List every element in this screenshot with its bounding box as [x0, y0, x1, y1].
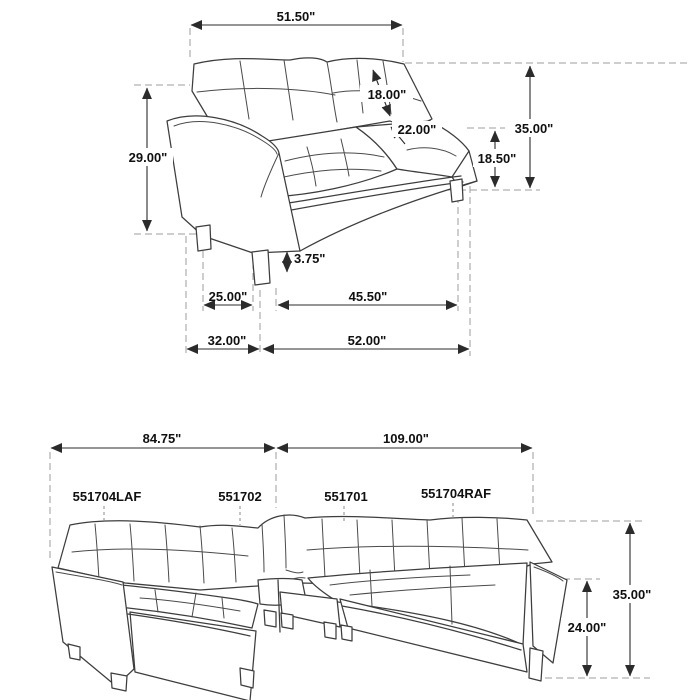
dim-seat-height: [473, 131, 520, 187]
dim-leg-height-label: 3.75": [294, 251, 326, 266]
top-diagram: [122, 9, 690, 356]
dim-overall-height: [507, 66, 561, 188]
dim-back-height: [122, 88, 173, 231]
sectional-right-arm: [530, 562, 567, 663]
part-label-laf: 551704LAF: [72, 489, 142, 504]
dim-back-cushion-label: 18.00": [367, 87, 407, 102]
dim-arm-section-width: [204, 289, 252, 305]
dim-base-right-width: [263, 333, 469, 349]
dim-seat-depth-label: 22.00": [397, 122, 437, 137]
dim-base-left-width: [187, 333, 259, 349]
dim-back-width-label: 51.50": [276, 9, 316, 24]
part-label-corner: 551702: [218, 489, 262, 504]
dim-base-right-label: 52.00": [347, 333, 387, 348]
dim-overall-height-label: 35.00": [514, 121, 554, 136]
dim-leg-height: [287, 251, 325, 272]
dim-left-overall-label: 84.75": [142, 431, 182, 446]
sectional-right-arm-leg: [529, 648, 543, 681]
dim-sectional-overall-height: [605, 523, 660, 676]
bottom-diagram: [50, 431, 660, 700]
part-label-armless: 551701: [324, 489, 368, 504]
dim-left-overall-width: [51, 431, 275, 448]
dim-right-overall-label: 109.00": [383, 431, 429, 446]
dim-seat-section-label: 45.50": [348, 289, 388, 304]
dim-base-left-label: 32.00": [207, 333, 247, 348]
dim-arm-height-label: 24.00": [567, 620, 607, 635]
dim-sectional-height-label: 35.00": [612, 587, 652, 602]
dim-seat-section-width: [278, 289, 457, 305]
part-label-raf: 551704RAF: [420, 486, 492, 501]
dim-seat-height-label: 18.50": [477, 151, 517, 166]
sectional-line-art: [52, 515, 567, 700]
dim-right-overall-width: [277, 431, 532, 448]
dim-back-height-label: 29.00": [128, 150, 168, 165]
dim-back-width: [191, 9, 402, 25]
dim-arm-section-label: 25.00": [208, 289, 248, 304]
